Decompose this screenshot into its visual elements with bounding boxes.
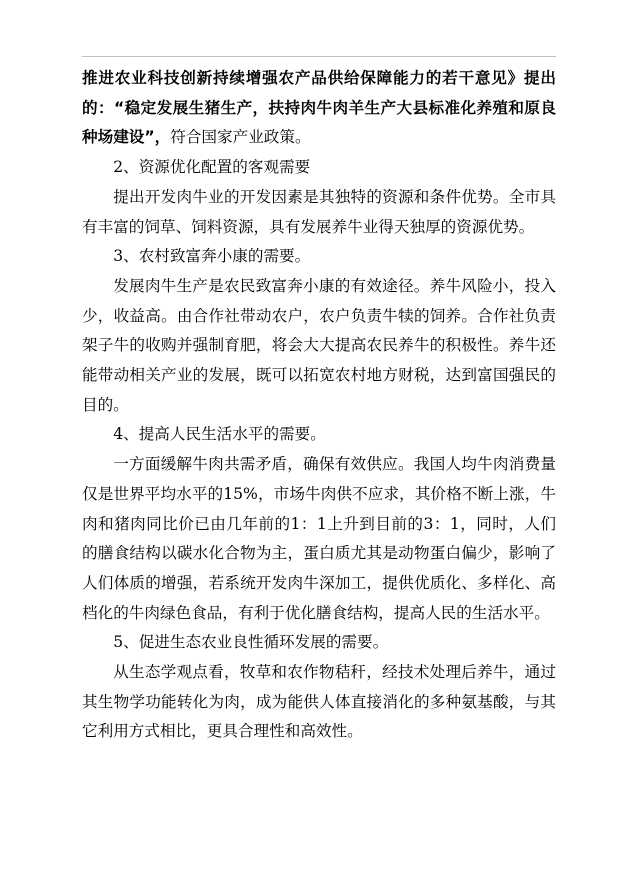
policy-quote-bold: 推进农业科技创新持续增强农产品供给保障能力的若干意见》提出的：“稳定发展生猪生产，扶持肉牛肉羊生产大县标准化养殖和原良种场建设”， [82, 69, 556, 147]
document-body [82, 64, 556, 747]
section-body-2: 提出开发肉牛业的开发因素是其独特的资源和条件优势。全市具有丰富的饲草、饲料资源，具有发展养牛业得天独厚的资源优势。 [82, 187, 556, 236]
section-heading-5: 5、促进生态农业良性循环发展的需要。 [113, 633, 389, 652]
header-rule [82, 56, 556, 57]
policy-paragraph [82, 64, 556, 153]
policy-conclusion: 符合国家产业政策。 [170, 128, 311, 147]
section-heading-4: 4、提高人民生活水平的需要。 [113, 425, 326, 444]
section-body-3: 发展肉牛生产是农民致富奔小康的有效途径。养牛风险小，投入少，收益高。由合作社带动农户，农户负责牛犊的饲养。合作社负责架子牛的收购并强制育肥，将会大大提高农民养牛的积极性。养牛还能带动相关产业的发展，既可以拓宽农村地方财税，达到富国强民的目的。 [82, 276, 556, 414]
section-body-4: 一方面缓解牛肉共需矛盾，确保有效供应。我国人均牛肉消费量仅是世界平均水平的15%，市场牛肉供不应求，其价格不断上涨，牛肉和猪肉同比价已由几年前的1：1上升到目前的3：1，同时，人们的膳食结构以碳水化合物为主，蛋白质尤其是动物蛋白偏少，影响了人们体质的增强，若系统开发肉牛深加工，提供优质化、多样化、高档化的牛肉绿色食品，有利于优化膳食结构，提高人民的生活水平。 [82, 455, 556, 622]
section-heading-3: 3、农村致富奔小康的需要。 [113, 247, 311, 266]
section-heading-2: 2、资源优化配置的客观需要 [113, 158, 311, 177]
section-body-5: 从生态学观点看，牧草和农作物秸秆，经技术处理后养牛，通过其生物学功能转化为肉，成为能供人体直接消化的多种氨基酸，与其它利用方式相比，更具合理性和高效性。 [82, 663, 556, 741]
